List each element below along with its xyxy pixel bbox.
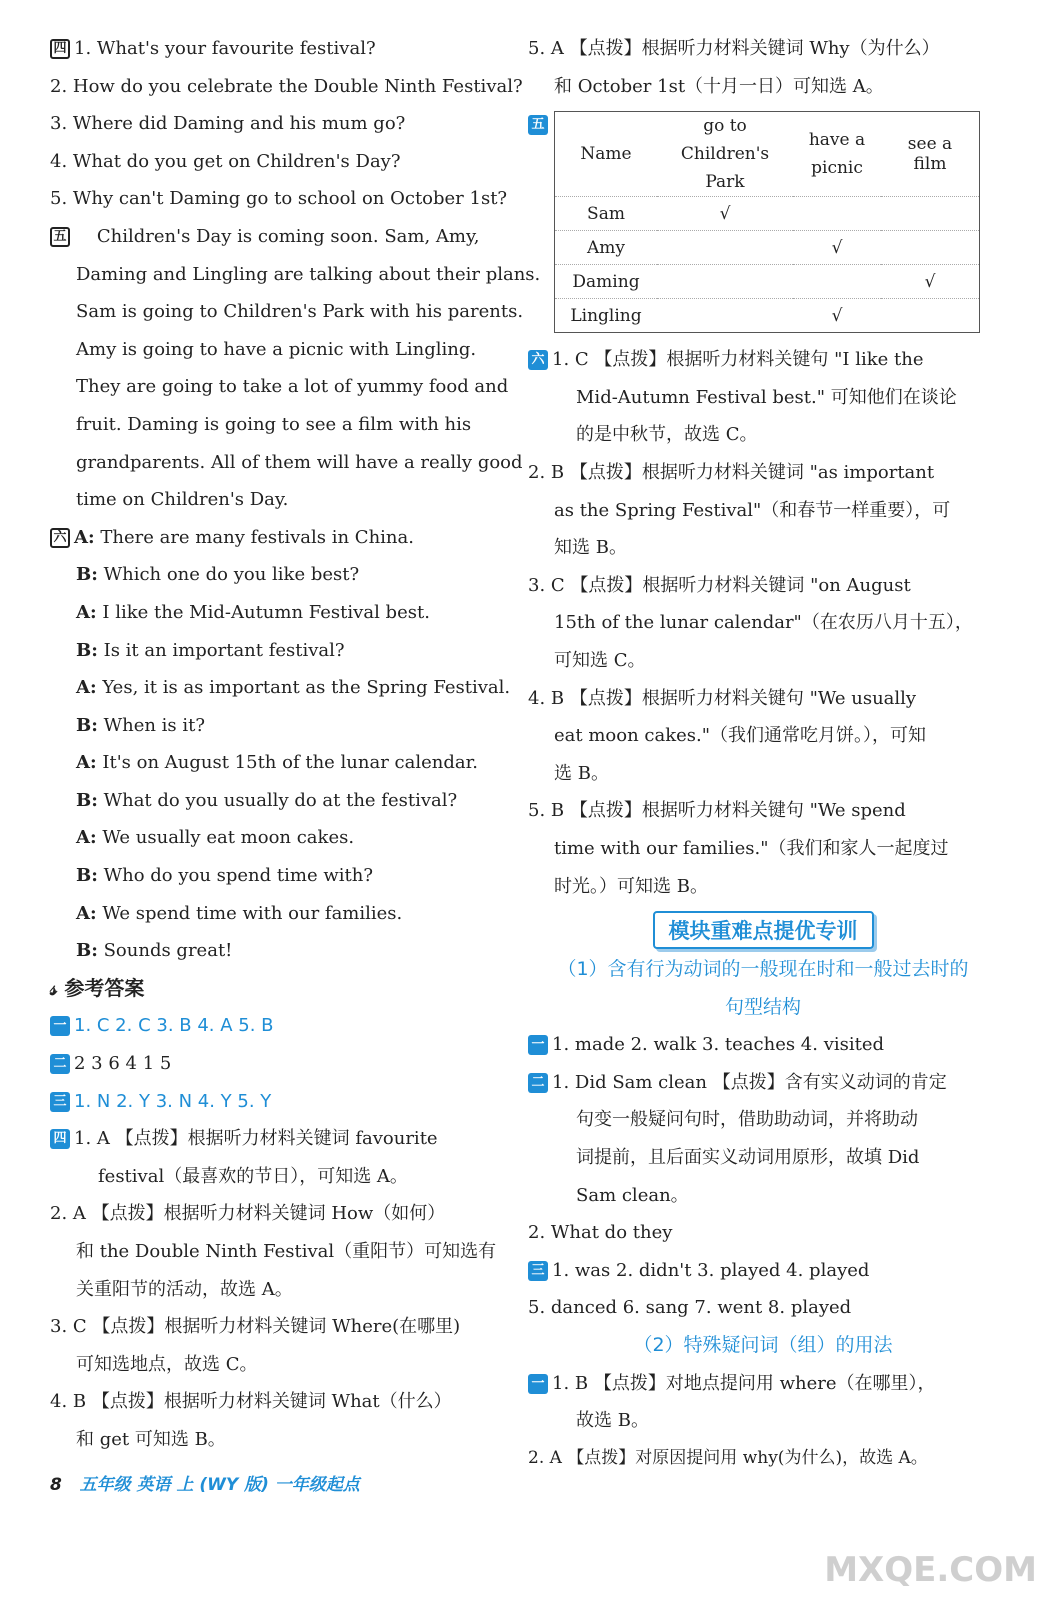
dialogue-line: Sounds great! <box>103 940 233 962</box>
dialogue-line: It's on August 15th of the lunar calendar. <box>102 752 478 774</box>
answer-line: 3. C 【点拨】根据听力材料关键词 "on August <box>528 574 911 596</box>
answer-line: Sam clean。 <box>576 1184 689 1206</box>
answer-line: 2. What do they <box>528 1222 673 1244</box>
passage-line: fruit. Daming is going to see a film with his <box>76 413 472 435</box>
subheading: （1）含有行为动词的一般现在时和一般过去时的 <box>557 958 969 981</box>
speaker: B: <box>76 639 98 661</box>
table-header: Name <box>555 112 658 197</box>
speaker: A: <box>76 827 97 849</box>
passage-line: Children's Day is coming soon. Sam, Amy, <box>96 225 480 247</box>
answer-line: 2 3 6 4 1 5 <box>74 1053 172 1075</box>
answer-line: 和 October 1st（十月一日）可知选 A。 <box>554 75 884 97</box>
answer-line: 可知选 C。 <box>554 649 646 671</box>
section-tag: 五 <box>528 115 548 135</box>
answer-line: 故选 B。 <box>576 1410 649 1432</box>
section-tag: 二 <box>528 1073 548 1093</box>
passage-line: grandparents. All of them will have a really good <box>76 451 523 473</box>
answer-line: 可知选地点，故选 C。 <box>76 1353 258 1375</box>
check-mark: √ <box>881 265 980 299</box>
answer-line: 5. danced 6. sang 7. went 8. played <box>528 1297 852 1319</box>
answer-line: 时光。）可知选 B。 <box>554 875 708 897</box>
answer-line: Mid-Autumn Festival best." 可知他们在谈论 <box>576 386 957 408</box>
passage-line: Amy is going to have a picnic with Lingling. <box>76 338 477 360</box>
answer-line: 2. A 【点拨】对原因提问用 why(为什么)，故选 A。 <box>528 1447 928 1468</box>
answer-line: 1. Did Sam clean 【点拨】含有实义动词的肯定 <box>552 1071 947 1093</box>
answer-line: 1. A 【点拨】根据听力材料关键词 favourite <box>74 1128 438 1150</box>
row-name: Amy <box>555 231 658 265</box>
right-column <box>528 30 998 1477</box>
answer-line: 1. C 2. C 3. B 4. A 5. B <box>74 1015 274 1037</box>
answer-line: 1. B 【点拨】对地点提问用 where（在哪里）， <box>552 1372 936 1394</box>
answer-line: time with our families."（我们和家人一起度过 <box>554 837 949 859</box>
table-cell <box>657 299 793 333</box>
dialogue-line: Which one do you like best? <box>103 564 360 586</box>
speaker: A: <box>74 526 95 548</box>
passage-line: time on Children's Day. <box>76 489 289 511</box>
section-6-dialogue <box>50 519 510 970</box>
answer-line: 词提前，且后面实义动词用原形，故填 Did <box>576 1147 920 1169</box>
question-line: 5. Why can't Daming go to school on October 1st? <box>50 188 508 210</box>
speaker: A: <box>76 677 97 699</box>
answer-line: 1. N 2. Y 3. N 4. Y 5. Y <box>74 1090 272 1112</box>
speaker: B: <box>76 714 98 736</box>
answer-line: 15th of the lunar calendar"（在农历八月十五）， <box>554 612 973 634</box>
answer-line: 2. A 【点拨】根据听力材料关键词 How（如何） <box>50 1203 446 1225</box>
check-mark: √ <box>657 197 793 231</box>
answer-line: 1. C 【点拨】根据听力材料关键句 "I like the <box>552 349 924 371</box>
plans-table <box>554 111 980 333</box>
dialogue-line: What do you usually do at the festival? <box>103 789 458 811</box>
row-name: Lingling <box>555 299 658 333</box>
answer-line: 4. B 【点拨】根据听力材料关键词 What（什么） <box>50 1391 452 1413</box>
answer-line: 4. B 【点拨】根据听力材料关键句 "We usually <box>528 687 917 709</box>
speaker: A: <box>76 902 97 924</box>
answer-line: 和 the Double Ninth Festival（重阳节）可知选有 <box>76 1241 497 1262</box>
dialogue-line: We usually eat moon cakes. <box>102 827 355 849</box>
question-line: 4. What do you get on Children's Day? <box>50 150 401 172</box>
page-footer <box>50 1470 360 1495</box>
table-header: have a picnic <box>793 112 881 197</box>
table-cell <box>793 265 881 299</box>
answer-line: 5. B 【点拨】根据听力材料关键句 "We spend <box>528 800 906 822</box>
dialogue-line: There are many festivals in China. <box>100 526 414 548</box>
speaker: B: <box>76 564 98 586</box>
passage-line: They are going to take a lot of yummy food and <box>76 376 509 398</box>
table-header: go to Children's Park <box>657 112 793 197</box>
answer-line: 的是中秋节，故选 C。 <box>576 424 758 446</box>
check-mark: √ <box>793 231 881 265</box>
table-cell <box>881 197 980 231</box>
dialogue-line: We spend time with our families. <box>102 902 403 924</box>
row-name: Daming <box>555 265 658 299</box>
table-row <box>555 231 980 265</box>
dialogue-line: When is it? <box>103 714 206 736</box>
question-line: 1. What's your favourite festival? <box>74 38 376 59</box>
section-4 <box>50 30 523 218</box>
answer-line: 关重阳节的活动，故选 A。 <box>76 1278 293 1300</box>
answer-line: 2. B 【点拨】根据听力材料关键词 "as important <box>528 461 935 483</box>
paperclip-icon: 𝓈 <box>50 975 58 1000</box>
section-tag: 一 <box>528 1374 548 1394</box>
module-banner: 模块重难点提优专训 <box>653 911 874 949</box>
section-tag: 六 <box>50 528 70 548</box>
passage-line: Sam is going to Children's Park with his parents. <box>76 301 524 323</box>
dialogue-line: Yes, it is as important as the Spring Festival. <box>102 677 511 699</box>
table-cell <box>881 231 980 265</box>
answer-line: 3. C 【点拨】根据听力材料关键词 Where(在哪里) <box>50 1316 461 1338</box>
table-cell <box>657 231 793 265</box>
table-row <box>555 265 980 299</box>
dialogue-line: Is it an important festival? <box>103 639 345 661</box>
speaker: A: <box>76 601 97 623</box>
left-column <box>50 30 541 1459</box>
section-tag: 三 <box>528 1261 548 1281</box>
section-tag: 四 <box>50 1129 70 1149</box>
table-header: see a film <box>881 112 980 197</box>
passage-line: Daming and Lingling are talking about their plans. <box>76 263 541 285</box>
section-tag: 一 <box>528 1035 548 1055</box>
speaker: B: <box>76 940 98 962</box>
table-cell <box>793 197 881 231</box>
book-title: 五年级 英语 上 (WY 版) 一年级起点 <box>79 1475 360 1495</box>
answer-line: eat moon cakes."（我们通常吃月饼。），可知 <box>554 725 927 747</box>
check-mark: √ <box>793 299 881 333</box>
table-row <box>555 299 980 333</box>
section-5 <box>50 218 541 519</box>
speaker: A: <box>76 752 97 774</box>
watermark: MXQE.COM <box>824 1550 1037 1590</box>
section-tag: 四 <box>50 39 70 59</box>
question-line: 2. How do you celebrate the Double Ninth Festival? <box>50 75 523 97</box>
table-cell <box>881 299 980 333</box>
section-tag: 一 <box>50 1016 70 1036</box>
question-line: 3. Where did Daming and his mum go? <box>50 113 406 135</box>
answer-line: as the Spring Festival"（和春节一样重要），可 <box>554 499 951 521</box>
answer-table-block <box>528 111 998 333</box>
section-tag: 三 <box>50 1092 70 1112</box>
answer-line: 句变一般疑问句时，借助助动词，并将助动 <box>576 1109 918 1131</box>
speaker: B: <box>76 865 98 887</box>
dialogue-line: Who do you spend time with? <box>103 865 373 887</box>
section-tag: 六 <box>528 350 548 370</box>
speaker: B: <box>76 789 98 811</box>
answer-line: 和 get 可知选 B。 <box>76 1428 226 1450</box>
answers-title: 参考答案 <box>64 975 145 1000</box>
dialogue-line: I like the Mid-Autumn Festival best. <box>102 601 430 623</box>
answer-line: festival（最喜欢的节日），可知选 A。 <box>98 1165 408 1187</box>
page-number: 8 <box>50 1475 62 1495</box>
section-tag: 二 <box>50 1054 70 1074</box>
answer-line: 5. A 【点拨】根据听力材料关键词 Why（为什么） <box>528 38 940 59</box>
answer-line: 选 B。 <box>554 762 609 784</box>
subheading: 句型结构 <box>724 995 801 1018</box>
table-row <box>555 197 980 231</box>
answer-line: 1. was 2. didn't 3. played 4. played <box>552 1259 870 1281</box>
answers-heading <box>50 970 510 1008</box>
answer-line: 知选 B。 <box>554 537 627 559</box>
subheading: （2）特殊疑问词（组）的用法 <box>633 1334 893 1357</box>
section-tag: 五 <box>50 227 70 247</box>
answer-line: 1. made 2. walk 3. teaches 4. visited <box>552 1034 885 1056</box>
table-cell <box>657 265 793 299</box>
row-name: Sam <box>555 197 658 231</box>
